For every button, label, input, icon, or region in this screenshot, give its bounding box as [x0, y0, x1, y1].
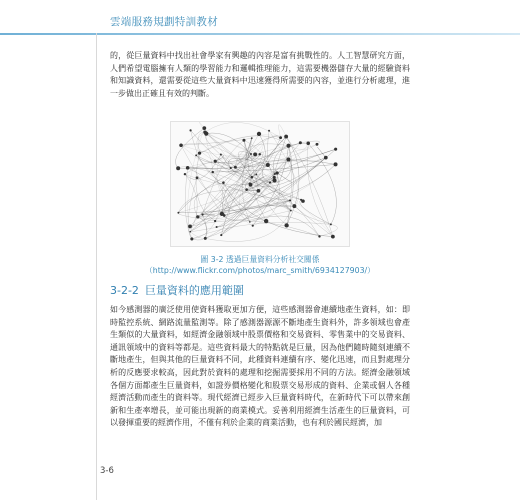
network-node: [204, 237, 207, 240]
network-node: [284, 135, 288, 139]
network-node: [196, 215, 199, 218]
network-node: [189, 129, 191, 131]
section-paragraph: 如今感測器的廣泛使用使資料獲取更加方便，這些感測器會連續地產生資料，如：即時監控系統、網路流量監測等。除了感測器源源不斷地產生資料外，許多領域也會產生類似的大量資料，如經濟金融領域中股票價格和交易資料、零售業中的交易資料、通訊領域中的資料等都是。這些資料最大的特點就是巨量，因為他們隨時隨刻連續不斷地產生，但與其他的巨量資料不同，此種資料連續有序、變化迅速，而且對處理分析的反應要求較高，因此對於資料的處理和挖掘需要採用不同的方法。經濟金融領域各個方面都產生巨量資料，如證券價格變化和股票交易形成的資料、企業或個人各種經濟活動而產生的資料等。現代經濟已經步入巨量資料時代，在新時代下可以帶來創新和生產率增長，並可能出現新的商業模式。妥善利用經濟生活產生的巨量資料，可以發揮重要的經濟作用，不僅有利於企業的商業活動，也有利於國民經濟，加: [110, 305, 410, 428]
network-node: [214, 220, 216, 222]
network-node: [279, 136, 282, 139]
network-node: [220, 212, 224, 216]
network-node: [184, 173, 186, 175]
network-node: [230, 167, 232, 169]
running-header-title: 雲端服務規劃特訓教材: [110, 16, 218, 28]
network-node: [324, 156, 328, 160]
network-node: [220, 234, 222, 236]
network-node: [286, 144, 290, 148]
network-node: [334, 148, 337, 151]
network-node: [266, 163, 270, 167]
network-node: [201, 213, 203, 215]
header-rule: [0, 33, 520, 35]
network-node: [299, 141, 302, 144]
network-node: [250, 153, 252, 155]
network-node: [290, 210, 292, 212]
network-node: [179, 144, 183, 148]
intro-paragraph: 的，從巨量資料中找出社會學家有興趣的內容是富有挑戰性的。人工智慧研究方面，人們希望電腦擁有人類的學習能力和邏輯推理能力，這需要機器儲存大量的經驗資料和知識資料，還需要從這些大量資料中迅速獲得所需要的內容，並進行分析處理，進一步做出正確且有效的判斷。: [110, 51, 410, 98]
network-edge: [289, 146, 292, 201]
network-node: [203, 130, 206, 133]
network-node: [252, 225, 254, 227]
network-node: [198, 151, 201, 154]
network-node: [253, 152, 257, 156]
network-node: [222, 181, 225, 184]
network-node: [289, 199, 291, 201]
network-node: [176, 166, 180, 170]
network-node: [195, 154, 197, 156]
network-node: [268, 130, 270, 132]
network-node: [257, 132, 261, 136]
network-node: [257, 189, 261, 193]
network-node: [177, 212, 179, 214]
page-number: 3-6: [100, 466, 114, 476]
network-edge: [317, 147, 325, 158]
network-node: [272, 178, 276, 182]
network-node: [255, 174, 257, 176]
figure-caption-title: 圖 3-2 透過巨量資料分析社交關係: [200, 255, 320, 264]
network-node: [251, 137, 253, 139]
network-node: [275, 171, 278, 174]
section-heading: [110, 282, 244, 298]
network-node: [269, 181, 271, 183]
network-edge: [244, 140, 275, 180]
network-node: [330, 223, 332, 225]
network-edge: [192, 222, 331, 239]
network-node: [234, 166, 237, 169]
network-node: [242, 139, 245, 142]
network-edge: [308, 143, 336, 224]
section-number: 3-2-2: [110, 284, 139, 297]
network-node: [214, 160, 217, 163]
margin-rule: [96, 33, 97, 500]
network-node: [287, 157, 291, 161]
network-node: [189, 231, 191, 233]
network-node: [211, 171, 213, 173]
network-node: [249, 182, 251, 184]
network-node: [284, 223, 288, 227]
network-node: [334, 162, 338, 166]
network-node: [245, 188, 248, 191]
social-network-figure: [170, 121, 350, 247]
network-node: [186, 166, 190, 170]
network-node: [316, 143, 319, 146]
network-edge: [319, 224, 337, 236]
network-node: [196, 176, 199, 179]
network-node: [251, 176, 254, 179]
network-node: [249, 221, 251, 223]
network-node: [318, 235, 320, 237]
network-node: [190, 237, 193, 240]
network-node: [259, 153, 261, 155]
network-node: [216, 226, 218, 228]
network-node: [202, 126, 206, 130]
figure-caption-url: （http://www.flickr.com/photos/marc_smith/6934127903/）: [145, 266, 375, 275]
network-node: [264, 219, 268, 223]
network-node: [188, 225, 192, 229]
network-graph-image: [171, 122, 349, 246]
section-title: 巨量資料的應用範圍: [144, 284, 244, 297]
network-node: [306, 142, 310, 146]
network-node: [292, 204, 296, 208]
network-node: [300, 199, 302, 201]
network-node: [220, 154, 222, 156]
network-node: [331, 235, 335, 239]
